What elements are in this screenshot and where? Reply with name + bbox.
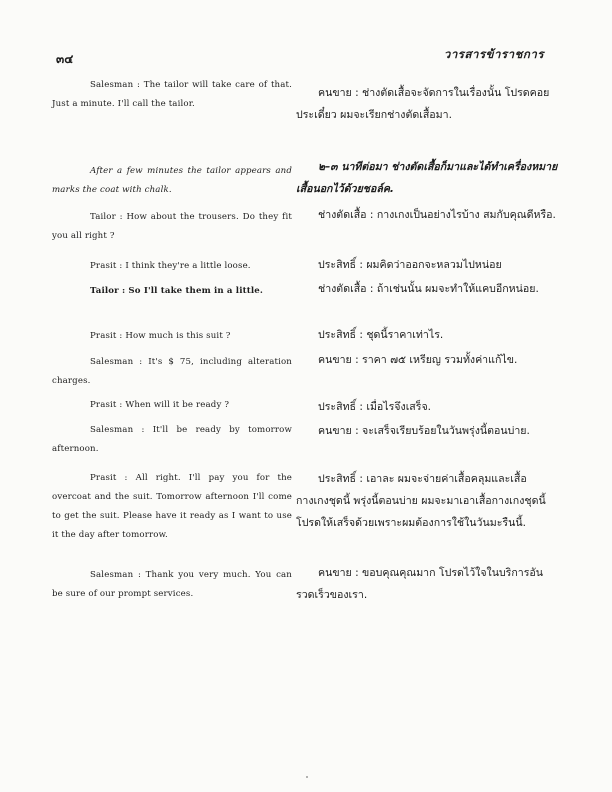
english-text-tailor-1: Tailor : How about the trousers. Do they fit you all right ? (52, 212, 292, 241)
thai-text-prasit-1: ประสิทธิ์ : ผมคิดว่าออกจะหลวมไปหน่อย (318, 259, 502, 271)
english-paragraph (52, 282, 292, 301)
english-text-salesman-4: Salesman : Thank you very much. You can be sure of our prompt services. (52, 570, 292, 599)
english-paragraph (52, 257, 292, 276)
running-header-title: วารสารข้าราชการ (443, 47, 544, 61)
thai-text-prasit-3: ประสิทธิ์ : เมื่อไรจึงเสร็จ. (318, 401, 432, 413)
english-text-salesman-2: Salesman : It's $ 75, including alteration charges. (52, 357, 292, 386)
thai-text-tailor-2: ช่างตัดเสื้อ : ถ้าเช่นนั้น ผมจะทำให้แคบอีกหน่อย. (318, 283, 539, 295)
thai-text-tailor-1: ช่างตัดเสื้อ : กางเกงเป็นอย่างไรบ้าง สมกับคุณดีหรือ. (318, 209, 556, 221)
page-number: ๓๔ (56, 52, 74, 66)
english-text-prasit-2: Prasit : How much is this suit ? (90, 331, 231, 341)
english-paragraph (52, 469, 292, 545)
thai-text-salesman-3: คนขาย : จะเสร็จเรียบร้อยในวันพรุ่งนี้ตอนบ่าย. (318, 425, 530, 437)
thai-paragraph (296, 468, 558, 534)
thai-paragraph (296, 82, 558, 126)
english-paragraph (52, 396, 292, 415)
english-paragraph (52, 566, 292, 604)
english-paragraph (52, 162, 292, 200)
english-paragraph (52, 76, 292, 114)
thai-paragraph (296, 254, 558, 276)
english-text-prasit-4: Prasit : All right. I'll pay you for the overcoat and the suit. Tomorrow afternoon I'll come to get the suit. Please have it ready as I want to use it the day after tomorrow. (52, 473, 292, 540)
english-paragraph (52, 327, 292, 346)
english-text-tailor-2: Tailor : So I'll take them in a little. (90, 286, 264, 296)
thai-text-salesman-4: คนขาย : ขอบคุณคุณมาก โปรดไว้ใจในบริการอันรวดเร็วของเรา. (296, 567, 544, 601)
english-text-salesman-1: Salesman : The tailor will take care of that. Just a minute. I'll call the tailor. (52, 80, 292, 109)
thai-paragraph (296, 156, 558, 200)
thai-text-prasit-4: ประสิทธิ์ : เอาละ ผมจะจ่ายค่าเสื้อคลุมและเสื้อกางเกงชุดนี้ พรุ่งนี้ตอนบ่าย ผมจะมาเอาเสื้อกางเกงชุดนี้ โปรดให้เสร็จด้วยเพราะผมต้องการใช้ในวันมะรืนนี้. (296, 473, 546, 529)
thai-text-stage-direction: ๒–๓ นาทีต่อมา ช่างตัดเสื้อก็มาและได้ทำเครื่องหมายเสื้อนอกไว้ด้วยชอล์ค. (296, 161, 558, 195)
thai-paragraph (296, 562, 558, 606)
thai-paragraph (296, 420, 558, 442)
thai-paragraph (296, 204, 558, 226)
thai-paragraph (296, 324, 558, 346)
english-text-stage-direction: After a few minutes the tailor appears and marks the coat with chalk. (52, 166, 292, 195)
thai-paragraph (296, 396, 558, 418)
english-text-prasit-1: Prasit : I think they're a little loose. (90, 261, 251, 271)
thai-text-salesman-2: คนขาย : ราคา ๗๕ เหรียญ รวมทั้งค่าแก้ไข. (318, 354, 518, 366)
thai-text-prasit-2: ประสิทธิ์ : ชุดนี้ราคาเท่าไร. (318, 329, 444, 341)
english-paragraph (52, 421, 292, 459)
english-paragraph (52, 208, 292, 246)
english-text-prasit-3: Prasit : When will it be ready ? (90, 400, 230, 410)
thai-paragraph (296, 278, 558, 300)
english-paragraph (52, 353, 292, 391)
english-text-salesman-3: Salesman : It'll be ready by tomorrow afternoon. (52, 425, 292, 454)
scan-speck (306, 776, 308, 778)
thai-paragraph (296, 349, 558, 371)
thai-text-salesman-1: คนขาย : ช่างตัดเสื้อจะจัดการในเรื่องนั้น โปรดคอยประเดี๋ยว ผมจะเรียกช่างตัดเสื้อมา. (296, 87, 550, 121)
